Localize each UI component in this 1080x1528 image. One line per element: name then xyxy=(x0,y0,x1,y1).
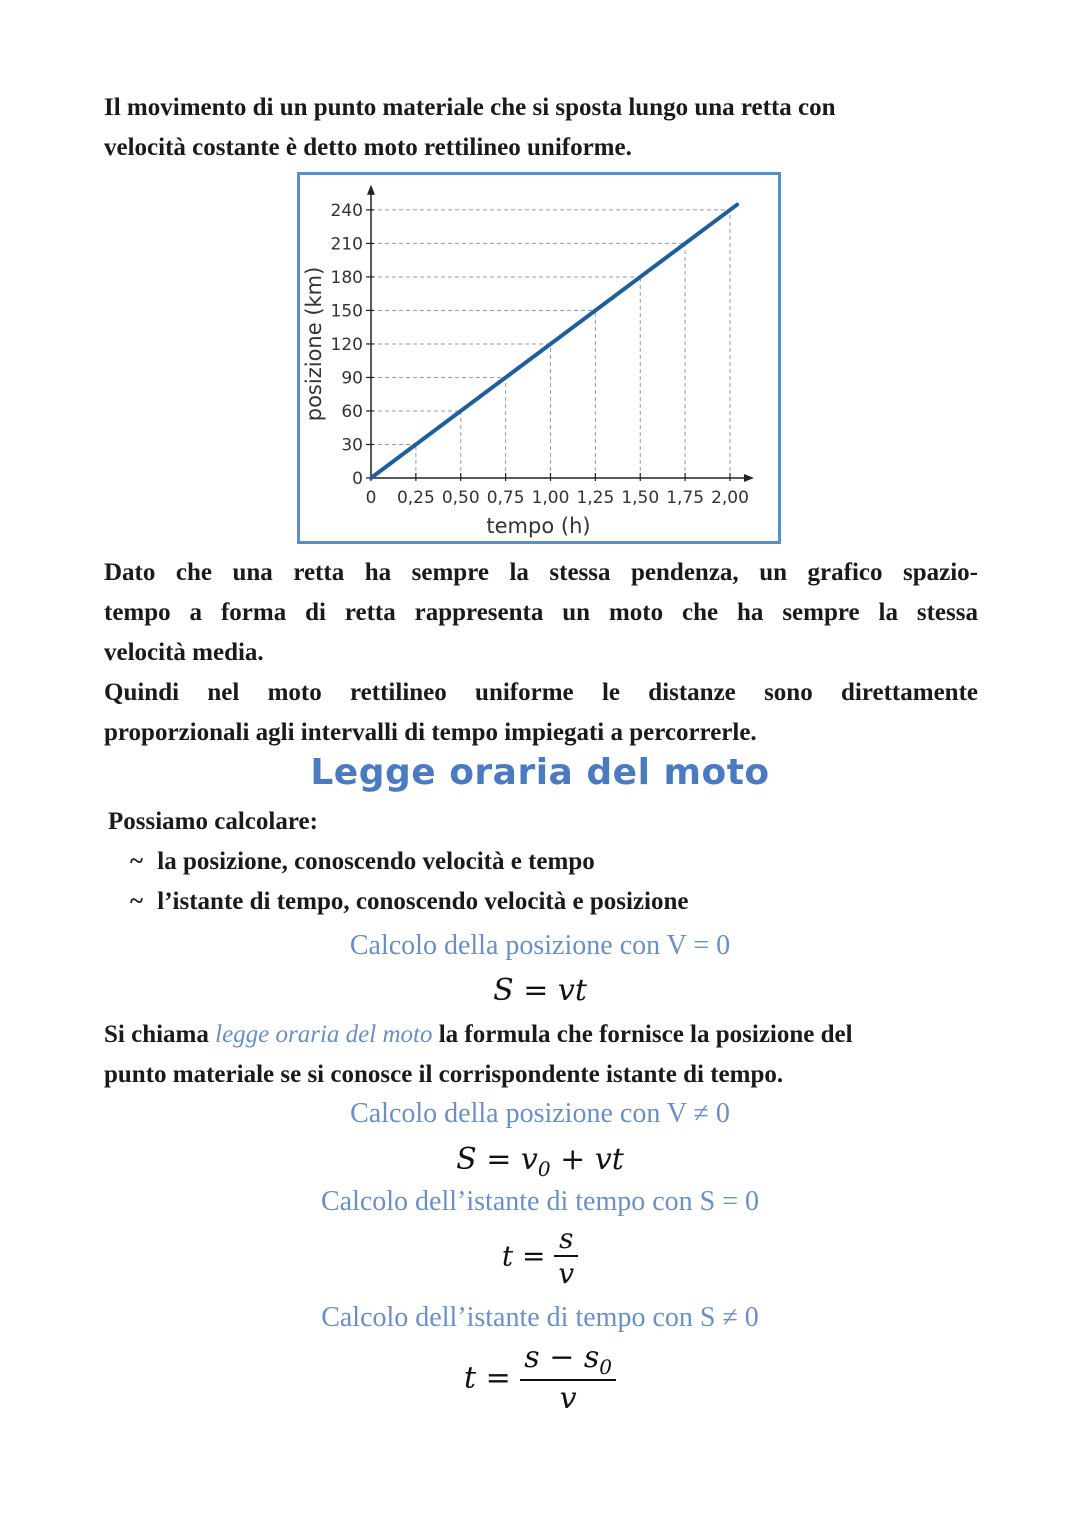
y-tick-label: 240 xyxy=(330,200,363,221)
y-tick-label: 120 xyxy=(330,334,363,355)
legge-paragraph xyxy=(104,1015,978,1095)
fraction xyxy=(554,1222,578,1290)
numerator-text: s − s xyxy=(524,1340,600,1375)
formula-s-v0-vt xyxy=(0,1142,1080,1181)
y-tick-label: 180 xyxy=(330,267,363,288)
bullet-tilde: ~ xyxy=(130,888,144,915)
formula-rhs: + vt xyxy=(550,1142,624,1177)
y-axis-label: posizione (km) xyxy=(302,266,326,422)
legge-emph: legge oraria del moto xyxy=(215,1021,433,1048)
legge-line-1 xyxy=(104,1015,978,1055)
formula-sub: 0 xyxy=(537,1157,551,1181)
formula-t-lhs: t = xyxy=(501,1239,546,1273)
position-time-chart xyxy=(300,175,778,541)
formula-s-vt: S = vt xyxy=(493,973,587,1008)
y-axis-arrow xyxy=(367,185,375,195)
x-tick-label: 0,50 xyxy=(441,488,480,508)
title-position-vn: Calcolo della posizione con V ≠ 0 xyxy=(350,1098,730,1129)
y-tick-label: 60 xyxy=(341,401,363,422)
title-position-v0: Calcolo della posizione con V = 0 xyxy=(349,930,731,961)
intro-line-1: Il movimento di un punto materiale che si sposta lungo una retta con xyxy=(104,94,836,121)
formula-t-s-over-v xyxy=(0,1222,1080,1290)
formula-lhs: S = v xyxy=(456,1142,538,1177)
slope-line-1: Dato che una retta ha sempre la stessa pendenza, un grafico spazio- xyxy=(104,559,978,586)
x-tick-label: 1,25 xyxy=(576,488,615,508)
list-item-text: la posizione, conoscendo velocità e tempo xyxy=(157,848,595,875)
intro-line-2: velocità costante è detto moto rettilineo uniforme. xyxy=(104,134,632,161)
list-item-time xyxy=(130,888,688,916)
x-tick-label: 0,25 xyxy=(396,488,435,508)
x-axis-arrow xyxy=(744,474,754,482)
fraction-denominator: v xyxy=(554,1255,578,1290)
legge-line-2: punto materiale se si conosce il corrispondente istante di tempo. xyxy=(104,1061,784,1088)
legge-pre: Si chiama xyxy=(104,1021,216,1048)
possiamo-intro: Possiamo calcolare: xyxy=(108,808,318,835)
y-tick-label: 0 xyxy=(352,469,363,489)
y-tick-label: 210 xyxy=(330,234,363,255)
chart-frame xyxy=(297,172,781,544)
x-tick-label: 1,50 xyxy=(621,488,660,508)
proportional-line-2: proporzionali agli intervalli di tempo impiegati a percorrerle. xyxy=(104,719,757,746)
proportional-paragraph xyxy=(104,673,978,753)
intro-paragraph xyxy=(104,88,978,168)
y-tick-label: 30 xyxy=(341,435,363,456)
slope-line-3: velocità media. xyxy=(104,639,264,666)
list-item-position xyxy=(130,848,595,876)
x-tick-label: 2,00 xyxy=(711,488,749,508)
legge-post: la formula che fornisce la posizione del xyxy=(432,1021,853,1048)
y-tick-label: 90 xyxy=(341,368,363,389)
slope-line-2: tempo a forma di retta rappresenta un moto che ha sempre la stessa xyxy=(104,599,978,626)
x-tick-label: 0 xyxy=(365,488,377,508)
numerator-sub: 0 xyxy=(599,1355,612,1379)
title-time-s0: Calcolo dell’istante di tempo con S = 0 xyxy=(320,1186,760,1217)
list-item-text: l’istante di tempo, conoscendo velocità e posizione xyxy=(157,888,689,915)
y-tick-label: 150 xyxy=(330,301,363,322)
title-time-sn: Calcolo dell’istante di tempo con S ≠ 0 xyxy=(321,1302,759,1333)
fraction xyxy=(520,1340,616,1416)
x-tick-label: 1,00 xyxy=(531,488,570,508)
bullet-tilde: ~ xyxy=(130,848,144,875)
proportional-line-1: Quindi nel moto rettilineo uniforme le distanze sono direttamente xyxy=(104,679,978,706)
x-tick-label: 1,75 xyxy=(666,488,705,508)
fraction-denominator: v xyxy=(520,1379,616,1416)
data-series-line xyxy=(371,205,737,478)
x-axis-label: tempo (h) xyxy=(486,514,591,538)
formula-t-s-s0-over-v xyxy=(0,1340,1080,1416)
fraction-numerator xyxy=(520,1340,616,1379)
formula-t-lhs: t = xyxy=(463,1360,511,1396)
slope-paragraph xyxy=(104,553,978,673)
fraction-numerator: s xyxy=(559,1222,574,1255)
section-heading: Legge oraria del moto xyxy=(310,752,770,793)
x-tick-label: 0,75 xyxy=(486,488,525,508)
